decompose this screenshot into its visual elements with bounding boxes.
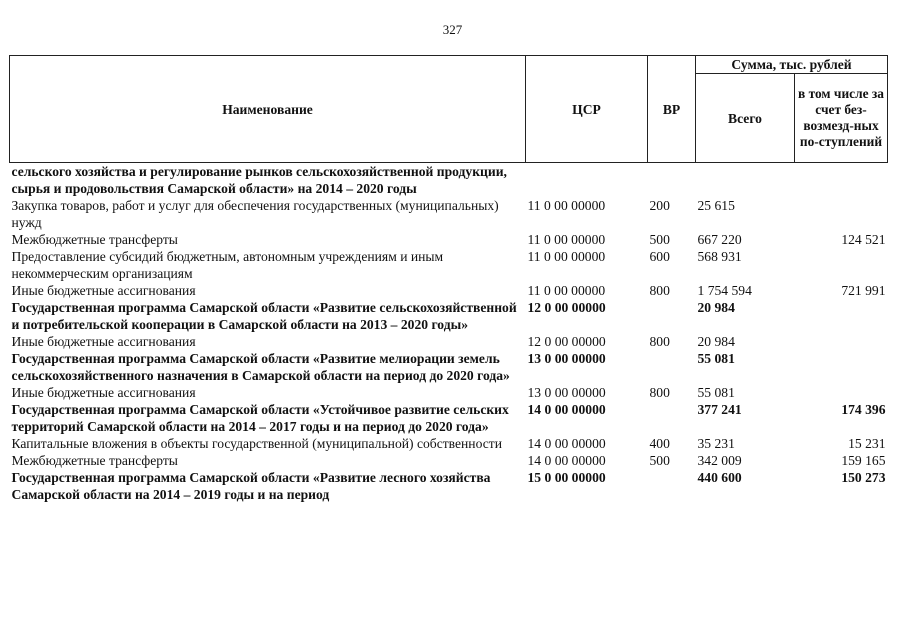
row-vr xyxy=(648,401,696,435)
table-row xyxy=(10,384,888,401)
row-vr: 500 xyxy=(649,453,670,468)
row-total: 568 931 xyxy=(697,249,742,264)
row-free xyxy=(795,163,888,198)
table-header xyxy=(10,56,888,163)
row-total: 667 220 xyxy=(697,232,742,247)
table-row xyxy=(10,282,888,299)
header-csr: ЦСР xyxy=(526,56,648,163)
row-vr xyxy=(648,350,696,384)
row-total: 35 231 xyxy=(697,436,735,451)
table-row xyxy=(10,350,888,384)
row-name: Государственная программа Самарской области «Устойчивое развитие сельских территорий Самарской области на 2014 – 2017 годы и на период до 2020 года» xyxy=(11,402,509,434)
row-csr: 14 0 00 00000 xyxy=(527,402,606,417)
row-free xyxy=(795,350,888,384)
row-free xyxy=(795,197,888,231)
row-vr: 800 xyxy=(649,334,670,349)
header-incl-free: в том числе за счет без-возмезд-ных по-ступлений xyxy=(795,74,888,163)
row-vr: 400 xyxy=(649,436,670,451)
row-total: 377 241 xyxy=(697,402,742,417)
row-free: 159 165 xyxy=(841,453,886,468)
row-free: 15 231 xyxy=(848,436,886,451)
table-row xyxy=(10,197,888,231)
row-csr: 14 0 00 00000 xyxy=(527,453,606,468)
table-row xyxy=(10,401,888,435)
row-csr xyxy=(526,163,648,198)
header-name: Наименование xyxy=(10,56,526,163)
row-csr: 12 0 00 00000 xyxy=(527,334,606,349)
row-free xyxy=(795,248,888,282)
row-vr: 600 xyxy=(649,249,670,264)
row-total: 1 754 594 xyxy=(697,283,752,298)
row-vr xyxy=(648,469,696,503)
row-vr xyxy=(648,299,696,333)
table-row xyxy=(10,435,888,452)
row-vr: 200 xyxy=(649,198,670,213)
header-vr: ВР xyxy=(648,56,696,163)
row-vr: 800 xyxy=(649,283,670,298)
row-total: 20 984 xyxy=(697,300,735,315)
row-name: Государственная программа Самарской области «Развитие лесного хозяйства Самарской области на 2014 – 2019 годы и на период xyxy=(11,470,491,502)
row-csr: 11 0 00 00000 xyxy=(527,283,606,298)
table-row xyxy=(10,248,888,282)
row-name: Межбюджетные трансферты xyxy=(11,232,178,247)
row-free xyxy=(795,299,888,333)
row-csr: 14 0 00 00000 xyxy=(527,436,606,451)
table-body xyxy=(10,163,888,504)
table-row xyxy=(10,452,888,469)
row-name: Предоставление субсидий бюджетным, автономным учреждениям и иным некоммерческим организациям xyxy=(11,249,444,281)
row-csr: 15 0 00 00000 xyxy=(527,470,606,485)
budget-table xyxy=(9,55,888,503)
table-row xyxy=(10,299,888,333)
row-csr: 11 0 00 00000 xyxy=(527,249,606,264)
table-row xyxy=(10,333,888,350)
row-name: Иные бюджетные ассигнования xyxy=(11,283,196,298)
table-row xyxy=(10,469,888,503)
row-free xyxy=(795,333,888,350)
row-csr: 12 0 00 00000 xyxy=(527,300,606,315)
row-csr: 11 0 00 00000 xyxy=(527,198,606,213)
row-total: 55 081 xyxy=(697,351,735,366)
row-vr: 500 xyxy=(649,232,670,247)
row-name: Межбюджетные трансферты xyxy=(11,453,178,468)
row-csr: 13 0 00 00000 xyxy=(527,351,606,366)
row-total: 55 081 xyxy=(697,385,735,400)
row-name: Государственная программа Самарской области «Развитие мелиорации земель сельскохозяйственного назначения в Самарской области на период до 2020 года» xyxy=(11,351,510,383)
row-name: Закупка товаров, работ и услуг для обеспечения государственных (муниципальных) нужд xyxy=(11,198,499,230)
row-total: 25 615 xyxy=(697,198,735,213)
row-total: 440 600 xyxy=(697,470,742,485)
row-name: сельского хозяйства и регулирование рынков сельскохозяйственной продукции, сырья и продовольствия Самарской области» на 2014 – 2020 годы xyxy=(11,164,507,196)
row-total: 20 984 xyxy=(697,334,735,349)
row-free xyxy=(795,384,888,401)
row-vr xyxy=(648,163,696,198)
row-free: 174 396 xyxy=(841,402,886,417)
row-free: 124 521 xyxy=(841,232,886,247)
row-name: Иные бюджетные ассигнования xyxy=(11,334,196,349)
table-row xyxy=(10,231,888,248)
row-free: 150 273 xyxy=(841,470,886,485)
row-csr: 11 0 00 00000 xyxy=(527,232,606,247)
row-name: Капитальные вложения в объекты государственной (муниципальной) собственности xyxy=(11,436,502,451)
row-free: 721 991 xyxy=(841,283,886,298)
row-total: 342 009 xyxy=(697,453,742,468)
row-total xyxy=(696,163,795,198)
table-row xyxy=(10,163,888,198)
row-csr: 13 0 00 00000 xyxy=(527,385,606,400)
row-name: Иные бюджетные ассигнования xyxy=(11,385,196,400)
page-number: 327 xyxy=(442,22,463,37)
header-sum: Сумма, тыс. рублей xyxy=(696,56,888,74)
row-name: Государственная программа Самарской области «Развитие сельскохозяйственной и потребительской кооперации в Самарской области на 2013 – 2020 годы» xyxy=(11,300,517,332)
header-total: Всего xyxy=(696,74,795,163)
row-vr: 800 xyxy=(649,385,670,400)
